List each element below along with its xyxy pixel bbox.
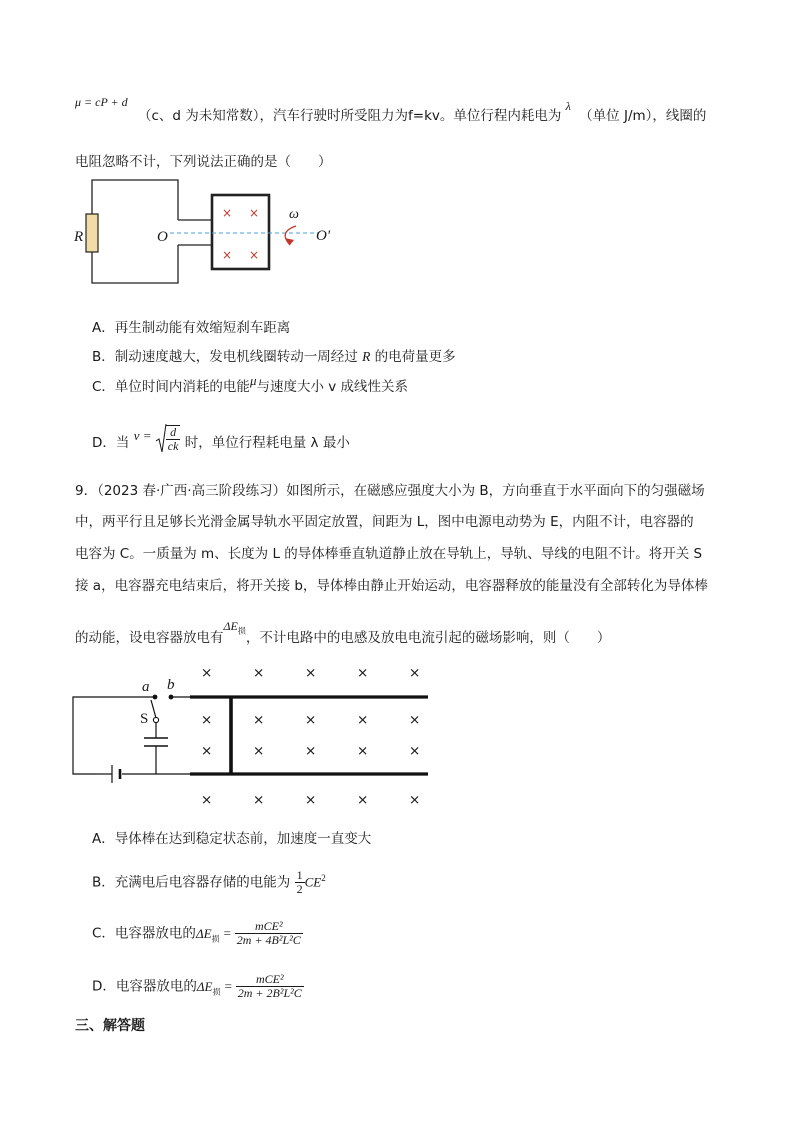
section-heading: 三、解答题 xyxy=(75,1018,145,1034)
q9-option-c-pre: C．电容器放电的 xyxy=(92,925,196,942)
q9-option-b-frac: $\frac{1}{2}$ xyxy=(296,868,303,896)
label-o: O xyxy=(157,229,168,245)
label-o-prime: O′ xyxy=(316,228,331,244)
q8-fig-cross-2: × xyxy=(249,206,260,220)
q9-field-cross: × xyxy=(305,712,317,728)
q9-option-a: A．导体棒在达到稳定状态前，加速度一直变大 xyxy=(92,831,372,847)
q9-option-d xyxy=(92,973,304,1002)
contact-b xyxy=(169,695,174,700)
q9-field-cross: × xyxy=(201,712,213,728)
q9-field-cross: × xyxy=(357,743,369,759)
q8-line1-text-a: （c、d 为未知常数），汽车行驶时所受阻力为f=kv。单位行程内耗电为 xyxy=(137,108,562,124)
q8-fig-cross-4: × xyxy=(249,248,260,262)
q9-option-d-de: $\Delta E_损$ xyxy=(196,978,221,997)
equals-sign: = xyxy=(219,925,235,941)
q9-field-cross: × xyxy=(305,743,317,759)
q8-line2: 电阻忽略不计，下列说法正确的是（ ） xyxy=(75,154,332,170)
q9-line5-post: ，不计电路中的电感及放电电流引起的磁场影响，则（ ） xyxy=(245,630,611,646)
q9-option-c-de: $\Delta E_损$ xyxy=(195,925,220,944)
switch-pivot xyxy=(153,717,158,722)
q8-option-d-v: v = xyxy=(133,428,152,443)
q9-field-cross: × xyxy=(201,792,213,808)
lambda-symbol: λ xyxy=(565,99,571,113)
q9-line1: 9．（2023 春·广西·高三阶段练习）如图所示，在磁感应强度大小为 B，方向垂直于水平面向下的匀强磁场 xyxy=(75,483,705,499)
q8-line1-text-b: （单位 J/m），线圈的 xyxy=(579,108,707,124)
q8-fig-cross-3: × xyxy=(222,248,233,262)
q9-option-c xyxy=(92,920,303,949)
label-r: R xyxy=(74,229,84,245)
label-s: S xyxy=(140,711,149,727)
q8-option-d-den: ck xyxy=(167,439,179,453)
q8-option-c-post: 与速度大小 v 成线性关系 xyxy=(256,379,409,395)
q9-field-cross: × xyxy=(409,665,421,681)
q9-field-cross: × xyxy=(201,743,213,759)
q9-field-cross: × xyxy=(357,665,369,681)
q9-field-cross: × xyxy=(253,743,265,759)
q9-field-cross: × xyxy=(305,665,317,681)
q8-option-c-mu: μ xyxy=(249,373,257,388)
q8-fig-cross-1: × xyxy=(222,206,233,220)
q9-option-b-expr: CE xyxy=(304,874,322,890)
q9-option-b xyxy=(92,868,326,896)
q8-option-a: A．再生制动能有效缩短刹车距离 xyxy=(92,320,291,336)
q9-option-d-frac: $\frac{\text{mCE²}}{\text{2m + 2B²L²C}}$ xyxy=(237,972,302,1000)
q8-option-c-pre: C．单位时间内消耗的电能 xyxy=(92,379,250,395)
q8-option-b-post: 的电荷量更多 xyxy=(374,349,456,365)
q9-delta-e: $\Delta E_损$ xyxy=(223,619,246,636)
label-b: b xyxy=(167,677,175,693)
q9-field-cross: × xyxy=(305,792,317,808)
q9-field-cross: × xyxy=(253,712,265,728)
q9-line3: 电容为 C。一质量为 m、长度为 L 的导体棒垂直轨道静止放在导轨上，导轨、导线的电阻不计。将开关 S xyxy=(75,546,703,562)
q9-field-cross: × xyxy=(357,792,369,808)
q8-option-d-num: d xyxy=(166,426,181,440)
label-omega: ω xyxy=(289,207,299,222)
q8-option-b-var: R xyxy=(362,349,371,364)
q9-option-b-exp: 2 xyxy=(321,873,326,883)
label-a: a xyxy=(142,679,150,695)
q9-field-cross: × xyxy=(409,743,421,759)
contact-a xyxy=(153,695,158,700)
q9-option-c-frac: $\frac{\text{mCE²}}{\text{2m + 4B²L²C}}$ xyxy=(236,919,301,947)
q9-option-b-pre: B．充满电后电容器存储的电能为 xyxy=(92,874,291,891)
q9-field-cross: × xyxy=(201,665,213,681)
q9-field-cross: × xyxy=(253,792,265,808)
q9-field-cross: × xyxy=(253,665,265,681)
q9-field-cross: × xyxy=(409,712,421,728)
q8-option-d-post: 时，单位行程耗电量 λ 最小 xyxy=(184,435,350,451)
equals-sign: = xyxy=(220,978,236,994)
q9-line5-pre: 的动能，设电容器放电有 xyxy=(75,630,224,646)
q9-field-cross: × xyxy=(357,712,369,728)
q8-option-d-pre: D．当 xyxy=(92,435,130,451)
formula-mu: μ = cP + d xyxy=(75,95,128,109)
q8-option-b-pre: B．制动速度越大，发电机线圈转动一周经过 xyxy=(92,349,358,365)
q9-option-d-pre: D．电容器放电的 xyxy=(92,978,197,995)
q9-line2: 中，两平行且足够长光滑金属导轨水平固定放置，间距为 L，图中电源电动势为 E，内阻不计，电容器的 xyxy=(75,514,694,530)
q9-line4: 接 a，电容器充电结束后，将开关接 b，导体棒由静止开始运动，电容器释放的能量没有全部转化为导体棒 xyxy=(75,578,708,594)
q9-field-cross: × xyxy=(409,792,421,808)
